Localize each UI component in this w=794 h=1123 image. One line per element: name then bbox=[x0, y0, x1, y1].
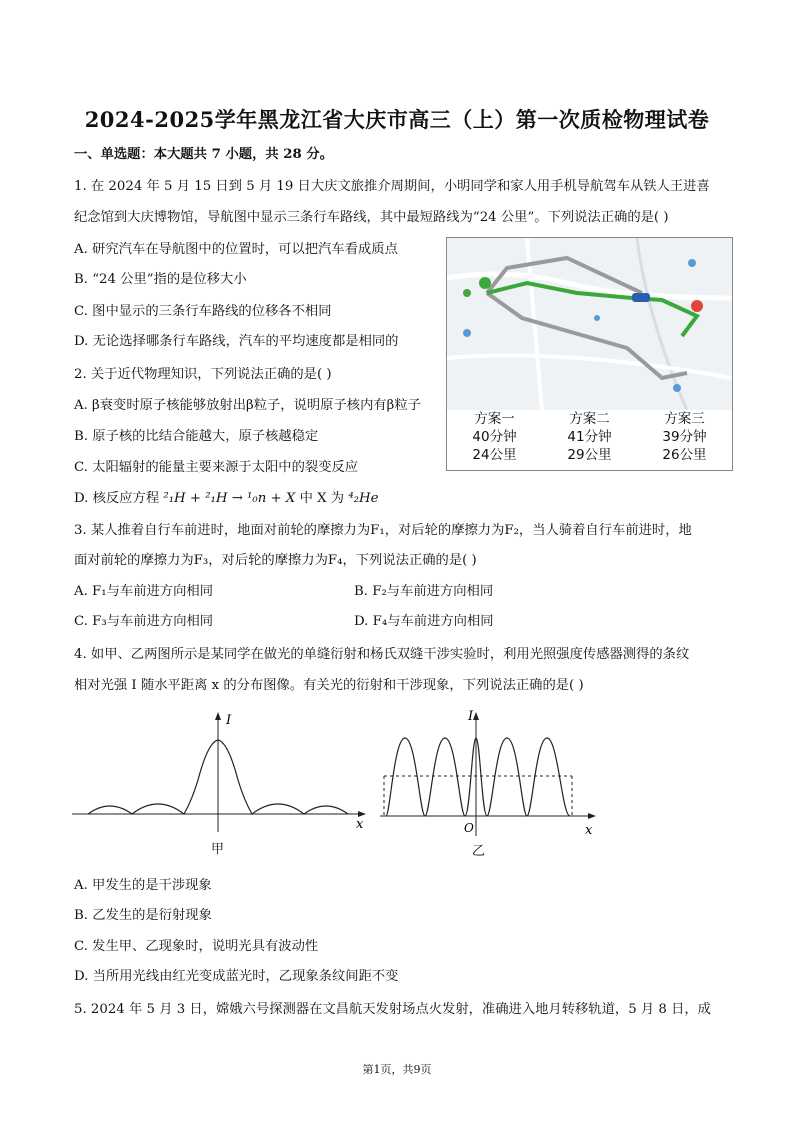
q5-stem-line1: 5. 2024 年 5 月 3 日，嫦娥六号探测器在文昌航天发射场点火发射，准确进入地月转移轨道，5 月 8 日，成 bbox=[74, 1002, 711, 1017]
fig2-caption: 乙 bbox=[472, 844, 486, 859]
page-footer: 第1页，共9页 bbox=[362, 1063, 432, 1076]
nuclear-answer: ⁴₂He bbox=[348, 491, 379, 506]
plan-name: 方案三 bbox=[664, 411, 705, 427]
q4-stem-line1: 4. 如甲、乙两图所示是某同学在做光的单缝衍射和杨氏双缝干涉实验时，利用光照强度传感器测得的条纹 bbox=[74, 647, 690, 662]
q1-option-c: C. 图中显示的三条行车路线的位移各不相同 bbox=[74, 304, 332, 319]
q2-option-d-suffix: 中 X 为 bbox=[295, 491, 349, 506]
q1-option-a: A. 研究汽车在导航图中的位置时，可以把汽车看成质点 bbox=[74, 242, 398, 257]
plan-time: 40分钟 bbox=[472, 429, 517, 445]
q1-option-b: B. “24 公里”指的是位移大小 bbox=[74, 272, 247, 287]
navigation-map bbox=[446, 237, 733, 471]
route-plan bbox=[472, 410, 516, 470]
q2-option-d-prefix: D. 核反应方程 bbox=[74, 491, 164, 506]
paper-title: 2024-2025学年黑龙江省大庆市高三（上）第一次质检物理试卷 bbox=[84, 107, 710, 132]
plan-distance: 24公里 bbox=[472, 447, 517, 463]
fig1-xlabel: x bbox=[356, 817, 364, 832]
q1-option-d: D. 无论选择哪条行车路线，汽车的平均速度都是相同的 bbox=[74, 334, 399, 349]
map-graphic bbox=[447, 238, 732, 410]
plan-time: 41分钟 bbox=[567, 429, 612, 445]
plan-distance: 29公里 bbox=[567, 447, 612, 463]
q4-stem-line2: 相对光强 I 随水平距离 x 的分布图像。有关光的衍射和干涉现象，下列说法正确的是( ) bbox=[74, 678, 584, 693]
q2-option-d bbox=[74, 490, 378, 508]
fig1-caption: 甲 bbox=[211, 842, 225, 857]
figure-interference bbox=[378, 708, 603, 838]
fig2-origin: O bbox=[464, 821, 474, 835]
q2-option-c: C. 太阳辐射的能量主要来源于太阳中的裂变反应 bbox=[74, 460, 359, 475]
plan-name: 方案一 bbox=[474, 411, 515, 427]
q4-option-b: B. 乙发生的是衍射现象 bbox=[74, 908, 212, 923]
q2-option-a: A. β衰变时原子核能够放射出β粒子，说明原子核内有β粒子 bbox=[74, 398, 421, 413]
nuclear-equation: ²₁H + ²₁H → ¹₀n + X bbox=[163, 491, 296, 506]
route-plan bbox=[567, 410, 611, 470]
fig1-ylabel: I bbox=[226, 713, 232, 728]
section-heading: 一、单选题：本大题共 7 小题，共 28 分。 bbox=[74, 147, 334, 162]
route-plan bbox=[662, 410, 706, 470]
fig2-ylabel: I bbox=[468, 709, 474, 724]
route-plans bbox=[447, 410, 732, 470]
q4-option-d: D. 当所用光线由红光变成蓝光时，乙现象条纹间距不变 bbox=[74, 969, 399, 984]
q4-option-a: A. 甲发生的是干涉现象 bbox=[74, 878, 212, 893]
figure-diffraction bbox=[70, 710, 370, 835]
fig2-xlabel: x bbox=[585, 823, 593, 838]
plan-name: 方案二 bbox=[569, 411, 610, 427]
plan-distance: 26公里 bbox=[662, 447, 707, 463]
destination-pin-icon bbox=[691, 300, 703, 312]
q1-stem-line2: 纪念馆到大庆博物馆，导航图中显示三条行车路线，其中最短路线为“24 公里”。下列说法正确的是( ) bbox=[74, 210, 669, 225]
q3-stem-line1: 3. 某人推着自行车前进时，地面对前轮的摩擦力为F₁，对后轮的摩擦力为F₂，当人骑着自行车前进时，地 bbox=[74, 523, 692, 538]
q3-option-b: B. F₂与车前进方向相同 bbox=[354, 584, 494, 599]
q2-stem: 2. 关于近代物理知识，下列说法正确的是( ) bbox=[74, 367, 332, 382]
q1-stem-line1: 1. 在 2024 年 5 月 15 日到 5 月 19 日大庆文旅推介周期间，小明同学和家人用手机导航驾车从铁人王进喜 bbox=[74, 179, 710, 194]
q3-option-d: D. F₄与车前进方向相同 bbox=[354, 614, 494, 629]
q4-option-c: C. 发生甲、乙现象时，说明光具有波动性 bbox=[74, 939, 319, 954]
plan-time: 39分钟 bbox=[662, 429, 707, 445]
interference-curve bbox=[386, 738, 570, 816]
q3-option-c: C. F₃与车前进方向相同 bbox=[74, 614, 214, 629]
start-pin-icon bbox=[479, 277, 491, 289]
q2-option-b: B. 原子核的比结合能越大，原子核越稳定 bbox=[74, 429, 319, 444]
q3-option-a: A. F₁与车前进方向相同 bbox=[74, 584, 213, 599]
q3-stem-line2: 面对前轮的摩擦力为F₃，对后轮的摩擦力为F₄，下列说法正确的是( ) bbox=[74, 553, 477, 568]
